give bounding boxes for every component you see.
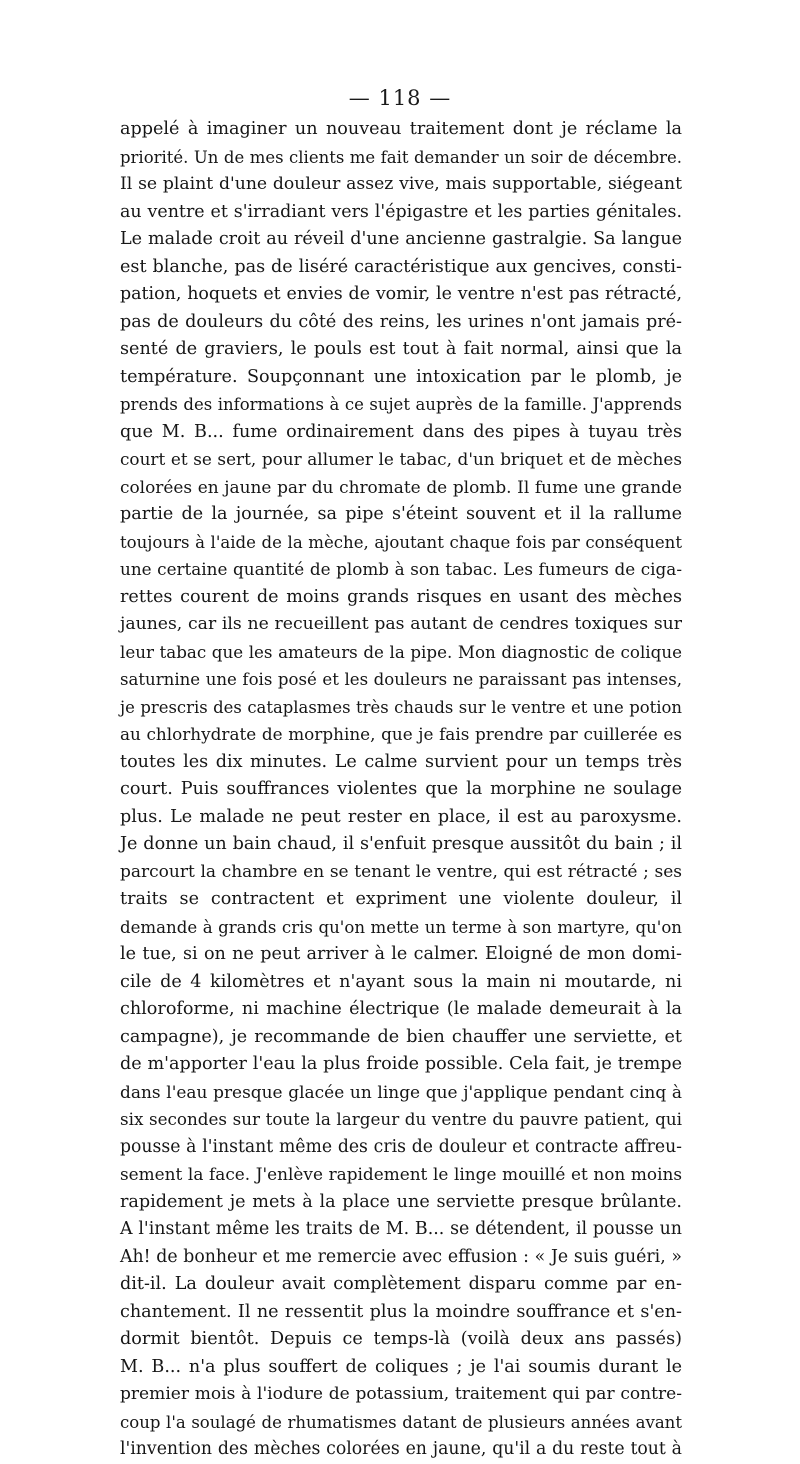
text-line: l'invention des mèches colorées en jaune, qu'il a du reste tout à bbox=[120, 1439, 682, 1459]
text-line: jaunes, car ils ne recueillent pas autant de cendres toxiques sur bbox=[120, 614, 682, 634]
text-line: chantement. Il ne ressentit plus la moindre souffrance et s'en- bbox=[120, 1301, 682, 1322]
text-line: campagne), je recommande de bien chauffer une serviette, et bbox=[120, 1026, 682, 1047]
text-line: court. Puis souffrances violentes que la morphine ne soulage bbox=[120, 779, 682, 799]
text-line: le tue, si on ne peut arriver à le calmer. Eloigné de mon domi- bbox=[120, 944, 682, 964]
text-line: température. Soupçonnant une intoxication par le plomb, je bbox=[120, 366, 682, 387]
text-line: prends des informations à ce sujet auprès de la famille. J'apprends bbox=[120, 395, 682, 414]
text-line: plus. Le malade ne peut rester en place, il est au paroxysme. bbox=[120, 806, 682, 827]
text-line: coup l'a soulagé de rhumatismes datant de plusieurs années avant bbox=[120, 1412, 682, 1432]
text-line: saturnine une fois posé et les douleurs ne paraissant pas intenses, bbox=[120, 670, 682, 689]
text-line: une certaine quantité de plomb à son tabac. Les fumeurs de ciga- bbox=[120, 559, 682, 579]
text-line: traits se contractent et expriment une violente douleur, il bbox=[120, 889, 682, 909]
text-line: rettes courent de moins grands risques en usant des mèches bbox=[120, 586, 682, 607]
text-line: au chlorhydrate de morphine, que je fais prendre par cuillerée es bbox=[120, 724, 682, 744]
page-number: — 118 — bbox=[348, 86, 452, 110]
text-line: au ventre et s'irradiant vers l'épigastre et les parties génitales. bbox=[120, 201, 682, 222]
text-line: leur tabac que les amateurs de la pipe. Mon diagnostic de colique bbox=[120, 641, 682, 662]
text-line: partie de la journée, sa pipe s'éteint souvent et il la rallume bbox=[120, 504, 682, 524]
text-line: priorité. Un de mes clients me fait demander un soir de décembre. bbox=[120, 147, 682, 167]
text-line: A l'instant même les traits de M. B... se détendent, il pousse un bbox=[120, 1219, 682, 1239]
text-line: rapidement je mets à la place une serviette presque brûlante. bbox=[120, 1191, 682, 1212]
text-line: cile de 4 kilomètres et n'ayant sous la main ni moutarde, ni bbox=[120, 971, 682, 992]
text-line: Il se plaint d'une douleur assez vive, mais supportable, siégeant bbox=[120, 174, 682, 194]
text-line: pas de douleurs du côté des reins, les urines n'ont jamais pré- bbox=[120, 311, 682, 332]
text-line: que M. B... fume ordinairement dans des pipes à tuyau très bbox=[120, 421, 682, 442]
text-line: demande à grands cris qu'on mette un terme à son martyre, qu'on bbox=[120, 917, 682, 937]
text-line: six secondes sur toute la largeur du ventre du pauvre patient, qui bbox=[120, 1109, 682, 1129]
text-line: je prescris des cataplasmes très chauds sur le ventre et une potion bbox=[120, 697, 682, 717]
text-line: dans l'eau presque glacée un linge que j'applique pendant cinq à bbox=[120, 1081, 682, 1102]
text-line: Je donne un bain chaud, il s'enfuit presque aussitôt du bain ; il bbox=[120, 834, 682, 854]
text-line: chloroforme, ni machine électrique (le malade demeurait à la bbox=[120, 999, 682, 1019]
text-line: de m'apporter l'eau la plus froide possible. Cela fait, je trempe bbox=[120, 1054, 682, 1074]
text-line: toutes les dix minutes. Le calme survient pour un temps très bbox=[120, 751, 682, 772]
text-line: premier mois à l'iodure de potassium, traitement qui par contre- bbox=[120, 1384, 682, 1404]
text-line: Ah! de bonheur et me remercie avec effusion : « Je suis guéri, » bbox=[120, 1246, 682, 1267]
text-line: Le malade croit au réveil d'une ancienne gastralgie. Sa langue bbox=[120, 229, 682, 249]
text-line: toujours à l'aide de la mèche, ajoutant chaque fois par conséquent bbox=[120, 532, 682, 552]
text-line: pousse à l'instant même des cris de douleur et contracte affreu- bbox=[120, 1136, 682, 1157]
text-line: pation, hoquets et envies de vomir, le ventre n'est pas rétracté, bbox=[120, 284, 682, 304]
text-line: parcourt la chambre en se tenant le ventre, qui est rétracté ; ses bbox=[120, 861, 682, 882]
text-line: sement la face. J'enlève rapidement le linge mouillé et non moins bbox=[120, 1164, 682, 1184]
text-line: dormit bientôt. Depuis ce temps-là (voilà deux ans passés) bbox=[120, 1329, 682, 1349]
text-line: est blanche, pas de liséré caractéristique aux gencives, consti- bbox=[120, 256, 682, 277]
text-line: M. B... n'a plus souffert de coliques ; je l'ai soumis durant le bbox=[120, 1356, 682, 1377]
text-line: senté de graviers, le pouls est tout à fait normal, ainsi que la bbox=[120, 339, 682, 359]
text-line: court et se sert, pour allumer le tabac, d'un briquet et de mèches bbox=[120, 449, 682, 469]
text-line: appelé à imaginer un nouveau traitement dont je réclame la bbox=[120, 119, 682, 139]
text-line: dit-il. La douleur avait complètement disparu comme par en- bbox=[120, 1274, 682, 1294]
text-line: colorées en jaune par du chromate de plomb. Il fume une grande bbox=[120, 476, 682, 497]
body-text bbox=[120, 116, 682, 1464]
